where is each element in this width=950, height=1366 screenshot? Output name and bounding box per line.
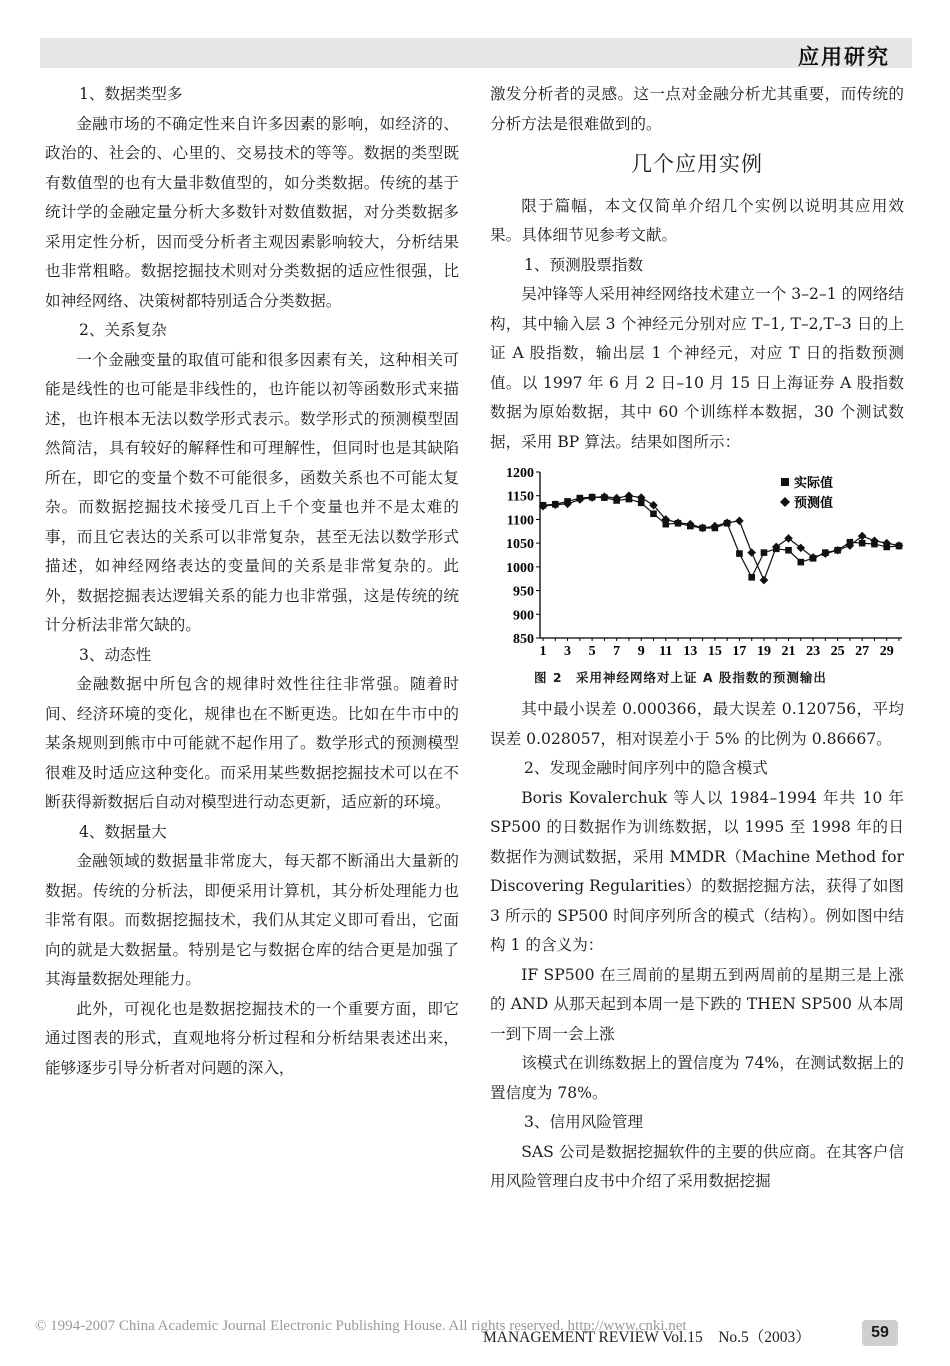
- legend-marker-actual: [781, 478, 789, 486]
- actual-point: [785, 547, 792, 554]
- x-tick-label: 1: [539, 644, 547, 659]
- left-column: [45, 80, 459, 1083]
- x-tick-label: 11: [659, 644, 673, 659]
- footer-copyright: © 1994-2007 China Academic Journal Electronic Publishing House. All rights reserved. http://www.cnki.net: [35, 1318, 687, 1334]
- subsection-heading: 3、信用风险管理: [524, 1113, 644, 1131]
- paragraph: Boris Kovalerchuk 等人以 1984–1994 年共 10 年 SP500 的日数据作为训练数据，以 1995 至 1998 年的日数据作为测试数据，采用 MMDR（Machine Method for Discovering Regularities）的数据挖掘方法，获得了如图 3 所示的 SP500 时间序列所含的模式（结构）。例如图中结构 1 的含义为：: [490, 788, 904, 954]
- actual-point: [748, 574, 755, 581]
- subsection-heading: 4、数据量大: [79, 822, 167, 841]
- actual-point: [859, 540, 866, 547]
- actual-point: [797, 559, 804, 566]
- paragraph: 吴冲锋等人采用神经网络技术建立一个 3–2–1 的网络结构，其中输入层 3 个神经元分别对应 T–1, T–2,T–3 日的上证 A 股指数，输出层 1 个神经元，对应 T 日的指数预测值。以 1997 年 6 月 2 日–10 月 15 日上海证券 A 股指数数据为原始数据，其中 60 个训练样本数据，30 个测试数据，采用 BP 算法。结果如图所示：: [490, 285, 904, 451]
- y-tick-label: 1150: [506, 489, 534, 505]
- page-number: 59: [862, 1320, 898, 1346]
- x-tick-label: 29: [879, 644, 894, 659]
- y-tick-label: 1200: [506, 466, 534, 481]
- subsection-heading: 1、数据类型多: [79, 85, 183, 103]
- series-line-2: [543, 496, 899, 580]
- subsection-heading: 2、关系复杂: [79, 321, 167, 339]
- legend-label: 预测值: [794, 496, 834, 511]
- paragraph: 金融领域的数据量非常庞大，每天都不断涌出大量新的数据。传统的分析法，即便采用计算机，其分析处理能力也非常有限。而数据挖掘技术，我们从其定义即可看出，它面向的就是大数据量。特别是它与数据仓库的结合更是加强了其海量数据处理能力。: [45, 852, 459, 988]
- x-tick-label: 9: [637, 644, 645, 659]
- stock-index-chart: [490, 462, 904, 667]
- y-tick-label: 1100: [506, 513, 534, 529]
- paragraph: 激发分析者的灵感。这一点对金融分析尤其重要，而传统的分析方法是很难做到的。: [490, 85, 904, 133]
- actual-point: [650, 510, 657, 517]
- right-column-bottom: [490, 695, 904, 1197]
- x-tick-label: 3: [564, 644, 572, 659]
- figure-2: [490, 462, 904, 687]
- y-tick-label: 1050: [506, 537, 534, 553]
- x-tick-label: 21: [781, 644, 796, 659]
- y-tick-label: 950: [513, 584, 534, 600]
- x-tick-label: 5: [588, 644, 596, 659]
- paragraph: IF SP500 在三周前的星期五到两周前的星期三是上涨的 AND 从那天起到本周一是下跌的 THEN SP500 从本周一到下周一会上涨: [490, 965, 904, 1043]
- x-tick-label: 27: [855, 644, 870, 659]
- journal-citation: MANAGEMENT REVIEW Vol.15 No.5（2003）: [483, 1329, 811, 1346]
- header-band: [40, 38, 912, 68]
- x-tick-label: 19: [756, 644, 771, 659]
- paragraph: 此外，可视化也是数据挖掘技术的一个重要方面，即它通过图表的形式，直观地将分析过程和分析结果表述出来，能够逐步引导分析者对问题的深入，: [45, 999, 459, 1077]
- x-tick-label: 15: [707, 644, 722, 659]
- paragraph: 一个金融变量的取值可能和很多因素有关，这种相关可能是线性的也可能是非线性的，也许能以初等函数形式来描述，也许根本无法以数学形式表示。数学形式的预测模型固然简洁，具有较好的解释性和可理解性，但同时也是其缺陷所在，即它的变量个数不可能很多，函数关系也不可能太复杂。而数据挖掘技术接受几百上千个变量也并不是太难的事，而且它表达的关系可以非常复杂，甚至无法以数学形式描述，如神经网络表达的变量间的关系是非常复杂的。此外，数据挖掘表达逻辑关系的能力也非常强，这是传统的统计分析法非常欠缺的。: [45, 350, 459, 634]
- figure-caption: 图 2 采用神经网络对上证 A 股指数的预测输出: [534, 670, 827, 685]
- paragraph: 限于篇幅，本文仅简单介绍几个实例以说明其应用效果。具体细节见参考文献。: [490, 196, 904, 244]
- subsection-heading: 2、发现金融时间序列中的隐含模式: [524, 759, 768, 777]
- legend-label: 实际值: [794, 476, 834, 491]
- right-column-top: [490, 80, 904, 457]
- x-tick-label: 23: [806, 644, 821, 659]
- paragraph: 该模式在训练数据上的置信度为 74%，在测试数据上的置信度为 78%。: [490, 1054, 904, 1102]
- section-title: 几个应用实例: [631, 152, 763, 176]
- x-tick-label: 13: [683, 644, 698, 659]
- actual-point: [761, 549, 768, 556]
- series-line-1: [543, 497, 899, 577]
- y-tick-label: 900: [513, 608, 534, 624]
- predicted-point: [760, 576, 769, 585]
- x-tick-label: 17: [732, 644, 747, 659]
- actual-point: [736, 550, 743, 557]
- paragraph: 其中最小误差 0.000366，最大误差 0.120756，平均误差 0.028057，相对误差小于 5% 的比例为 0.86667。: [490, 700, 904, 748]
- section-tag: 应用研究: [798, 45, 890, 69]
- x-tick-label: 25: [830, 644, 845, 659]
- paragraph: SAS 公司是数据挖掘软件的主要的供应商。在其客户信用风险管理白皮书中介绍了采用数据挖掘: [490, 1142, 904, 1190]
- x-tick-label: 7: [613, 644, 621, 659]
- y-tick-label: 850: [513, 632, 534, 647]
- predicted-point: [747, 548, 756, 557]
- right-column: [490, 80, 904, 1197]
- predicted-point: [735, 517, 744, 526]
- y-tick-label: 1000: [506, 560, 534, 576]
- paragraph: 金融数据中所包含的规律时效性往往非常强。随着时间、经济环境的变化，规律也在不断更迭。比如在牛市中的某条规则到熊市中可能就不起作用了。数学形式的预测模型很难及时适应这种变化。而采用某些数据挖掘技术可以在不断获得新数据后自动对模型进行动态更新，适应新的环境。: [45, 675, 459, 811]
- subsection-heading: 1、预测股票指数: [524, 255, 644, 274]
- paragraph: 金融市场的不确定性来自许多因素的影响，如经济的、政治的、社会的、心里的、交易技术的等等。数据的类型既有数值型的也有大量非数值型的，如分类数据。传统的基于统计学的金融定量分析大多数针对数值数据，对分类数据多采用定性分析，因而受分析者主观因素影响较大，分析结果也非常粗略。数据挖掘技术则对分类数据的适应性很强，比如神经网络、决策树都特别适合分类数据。: [45, 114, 459, 310]
- legend-marker-predicted: [780, 497, 790, 507]
- subsection-heading: 3、动态性: [79, 645, 152, 664]
